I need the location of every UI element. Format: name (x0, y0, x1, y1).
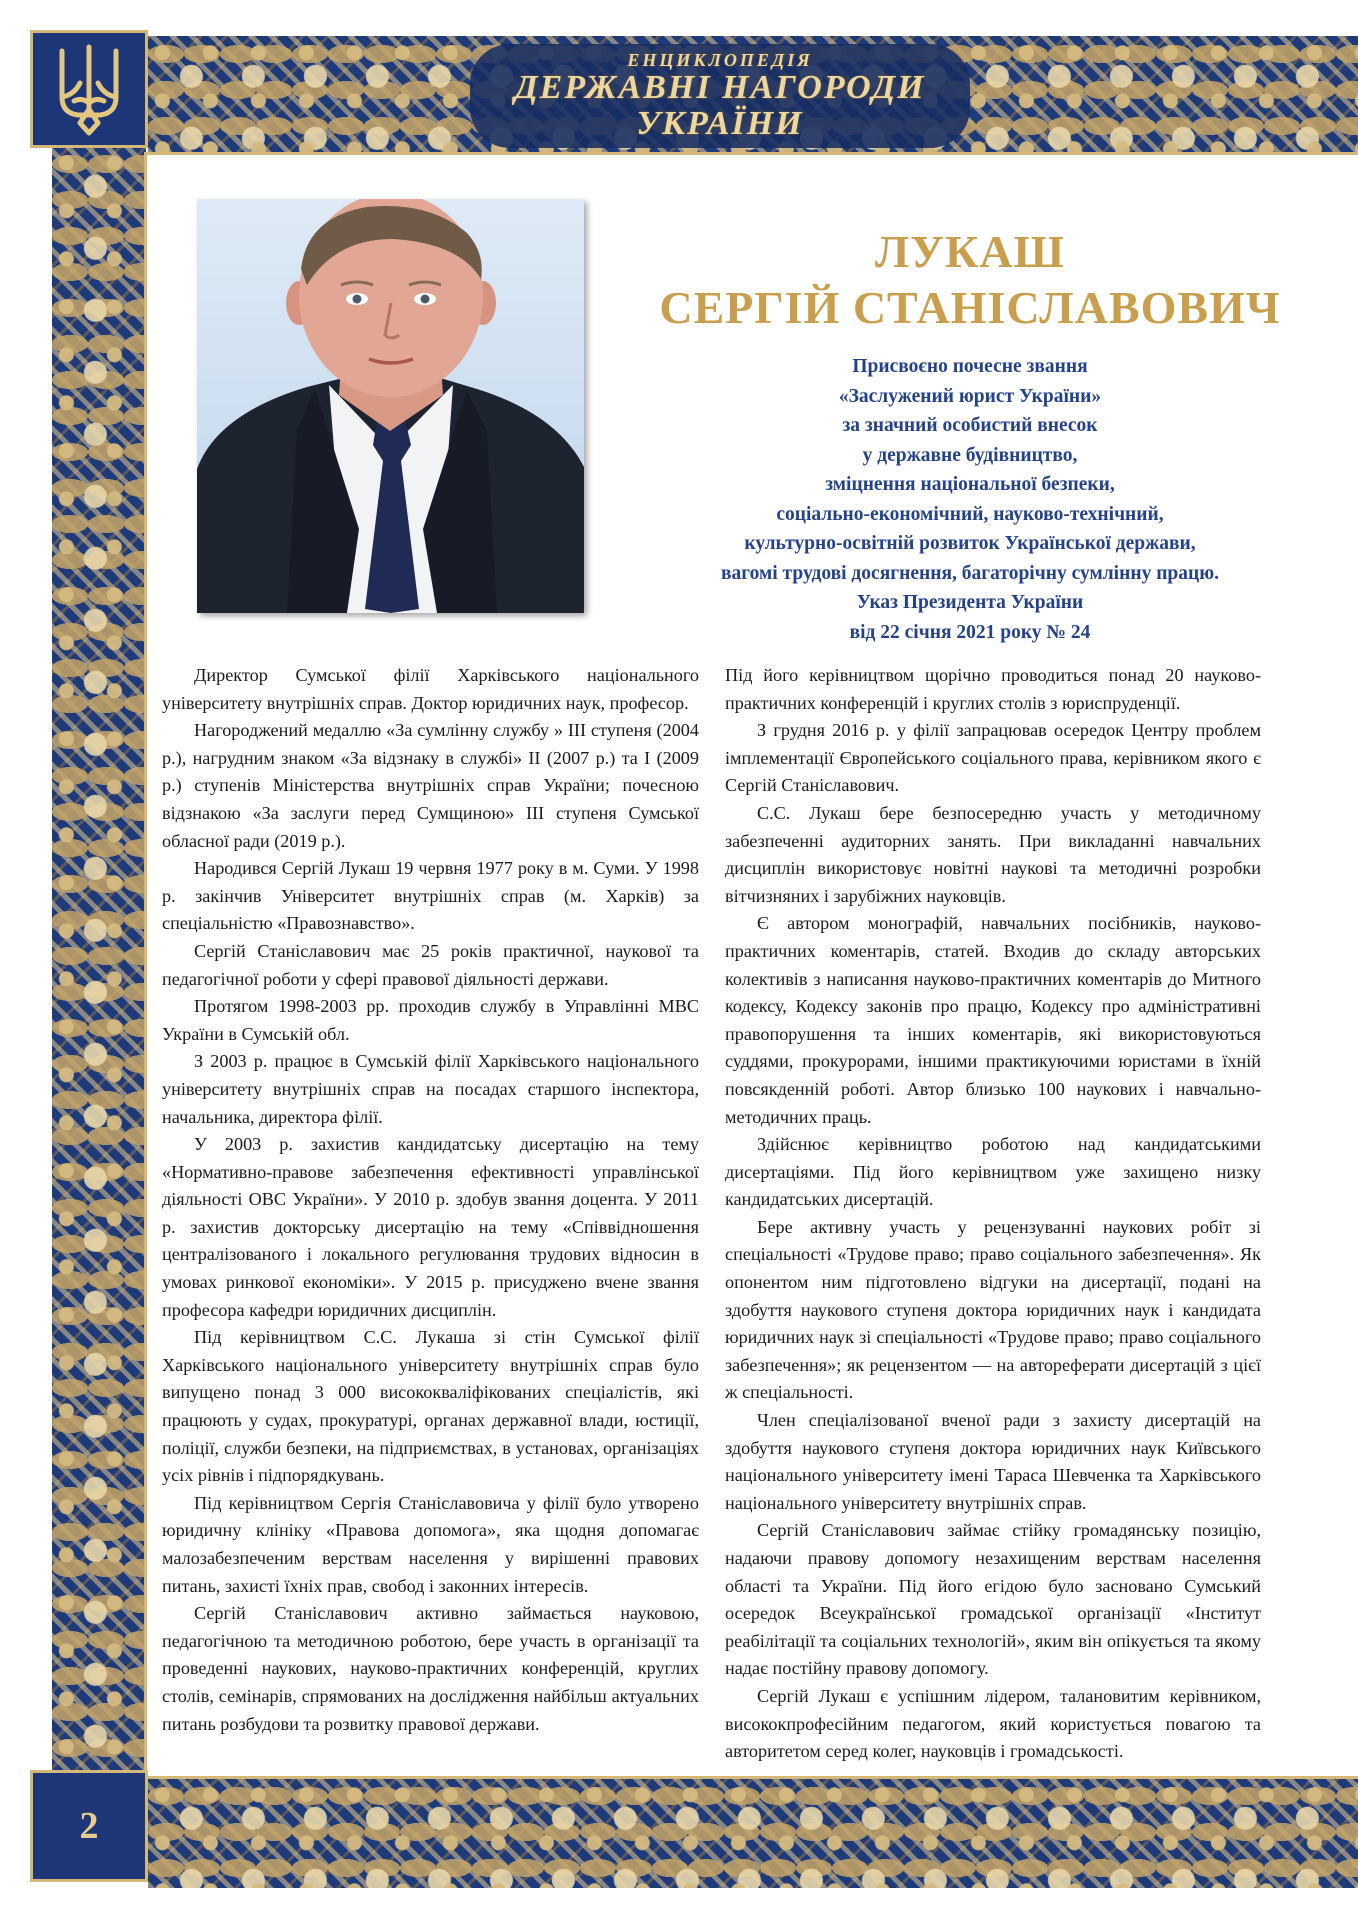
person-given-name: СЕРГІЙ СТАНІСЛАВОВИЧ (659, 282, 1281, 333)
biography-paragraph: У 2003 р. захистив кандидатську дисертацію на тему «Нормативно-правове забезпечення ефективності управлінської діяльності ОВС України». У 2010 р. здобув звання доцента. У 2011 р. захистив докторську дисертацію на тему «Співвідношення централізованого і локального регулювання трудових відносин в умовах ринкової економіки». У 2015 р. присуджено вчене звання професора кафедри юридичних дисциплін. (162, 1134, 699, 1320)
header-line-3: УКРАЇНИ (636, 105, 804, 142)
biography-paragraph: Народився Сергій Лукаш 19 червня 1977 року в м. Суми. У 1998 р. закінчив Університет внутрішніх справ (м. Харків) за спеціальністю «Правознавство». (162, 858, 699, 934)
biography-paragraph: Під керівництвом Сергія Станіславовича у філії було утворено юридичну клініку «Правова допомога», яка щодня допомагає малозабезпеченим верствам населення у вирішенні правових питань, захисті їхніх прав, свобод і законних інтересів. (162, 1492, 699, 1596)
award-line: у державне будівництво, (862, 444, 1078, 466)
award-statement (620, 352, 1320, 647)
biography-paragraph: Сергій Лукаш є успішним лідером, талановитим керівником, висококпрофесійним педагогом, який користується повагою та авторитетом серед колег, науковців і громадськості. (725, 1685, 1261, 1762)
award-line: соціально-економічний, науково-технічний, (776, 503, 1164, 525)
trident-coat-of-arms-icon (52, 39, 126, 139)
frame-line (146, 152, 1358, 155)
biography-left-column (162, 662, 699, 1738)
biography-paragraph: Здійснює керівництво роботою над кандидатськими дисертаціями. Під його керівництвом уже захищено низку кандидатських дисертацій. (725, 1134, 1261, 1210)
award-line: Присвоєно почесне звання (852, 356, 1088, 377)
biography-paragraph: Сергій Станіславович має 25 років практичної, наукової та педагогічної роботи у сфері правової діяльності держави. (162, 940, 699, 989)
frame-line (144, 152, 147, 1780)
award-line: «Заслужений юрист України» (838, 385, 1102, 407)
award-line: Указ Президента України (856, 592, 1084, 613)
page-number: 2 (79, 1805, 99, 1847)
biography-paragraph: С.С. Лукаш бере безпосередню участь у методичному забезпеченні аудиторних занять. При викладанні навчальних дисциплін використовує новітні наукові та методичні розробки вітчизняних і зарубіжних науковців. (725, 802, 1261, 906)
header-line-2: ДЕРЖАВНІ НАГОРОДИ (514, 69, 926, 106)
biography-paragraph: Під керівництвом С.С. Лукаша зі стін Сумської філії Харківського національного університету внутрішніх справ було випущено понад 3 000 висококваліфікованих спеціалістів, які працюють у судах, прокуратурі, органах державної влади, юстиції, поліції, служби безпеки, на підприємствах, в установах, організаціях усіх рівнів і підпорядкувань. (162, 1327, 699, 1486)
frame-line (146, 1776, 1358, 1779)
page-number-corner (30, 1770, 148, 1882)
header-line-1: ЕНЦИКЛОПЕДІЯ (627, 50, 813, 70)
award-line: зміцнення національної безпеки, (825, 474, 1115, 495)
encyclopedia-header (470, 44, 970, 148)
biography-paragraph: З грудня 2016 р. у філії запрацював осередок Центру проблем імплементації Європейського соціального права, керівником якого є Сергій Станіславович. (725, 720, 1261, 796)
award-line: культурно-освітній розвиток Української держави, (744, 533, 1196, 554)
person-name-heading (620, 224, 1320, 336)
biography-paragraph: Сергій Станіславович активно займається науковою, педагогічною та методичною роботою, бере участь в організації та проведенні наукових, науково-практичних конференцій, круглих столів, семінарів, спрямованих на дослідження найбільш актуальних питань розбудови та розвитку правової держави. (162, 1603, 699, 1734)
biography-right-column (725, 662, 1261, 1766)
biography-paragraph: Під його керівництвом щорічно проводиться понад 20 науково-практичних конференцій і круглих столів з юриспруденції. (725, 665, 1261, 713)
biography-paragraph: Нагороджений медаллю «За сумлінну службу » III ступеня (2004 р.), нагрудним знаком «За відзнаку в службі» II (2007 р.) та I (2009 р.) ступенів Міністерства внутрішніх справ України; почесною відзнакою «За заслуги перед Сумщиною» III ступеня Сумської обласної ради (2019 р.). (162, 720, 699, 851)
emblem-corner (30, 30, 148, 148)
ornament-bottom-border (148, 1778, 1358, 1888)
biography-paragraph: Протягом 1998-2003 рр. проходив службу в Управлінні МВС України в Сумській обл. (162, 996, 699, 1044)
biography-paragraph: Сергій Станіславович займає стійку громадянську позицію, надаючи правову допомогу незахищеним верствам населення області та України. Під його егідою було засновано Сумський осередок Всеукраїнської громадської організації «Інститут реабілітації та соціальних технологій», яким він опікується та якому надає постійну правову допомогу. (725, 1520, 1261, 1679)
biography-paragraph: З 2003 р. працює в Сумській філії Харківського національного університету внутрішніх справ на посадах старшого інспектора, начальника, директора філії. (162, 1051, 699, 1127)
award-line: від 22 січня 2021 року № 24 (849, 621, 1091, 643)
ornament-left-border (52, 146, 146, 1778)
award-line: за значний особистий внесок (842, 415, 1098, 436)
portrait-photo (197, 199, 584, 613)
biography-paragraph: Бере активну участь у рецензуванні наукових робіт зі спеціальності «Трудове право; право соціального забезпечення». Як опонентом ним підготовлено відгуки на дисертації, подані на здобуття наукового ступеня доктора юридичних наук і кандидата юридичних наук зі спеціальності «Трудове право; право соціального забезпечення»; як рецензентом — на автореферати дисертацій з цієї ж спеціальності. (725, 1216, 1261, 1403)
award-line: вагомі трудові досягнення, багаторічну сумлінну працю. (720, 562, 1220, 584)
biography-paragraph: Член спеціалізованої вченої ради з захисту дисертацій на здобуття наукового ступеня доктора юридичних наук Київського національного університету імені Тараса Шевченка та Харківського національного університету внутрішніх справ. (725, 1410, 1261, 1513)
biography-paragraph: Директор Сумської філії Харківського національного університету внутрішніх справ. Доктор юридичних наук, професор. (162, 665, 699, 713)
biography-paragraph: Є автором монографій, навчальних посібників, науково-практичних коментарів, статей. Входив до складу авторських колективів з написання науково-практичних коментарів до Митного кодексу, Кодексу законів про працю, Кодексу про адміністративні правопорушення та інших коментарів, які використовуються суддями, прокурорами, іншими практикуючими юристами в їхній повсякденній роботі. Автор близько 100 наукових і навчально-методичних праць. (725, 913, 1261, 1127)
person-surname: ЛУКАШ (874, 226, 1066, 277)
